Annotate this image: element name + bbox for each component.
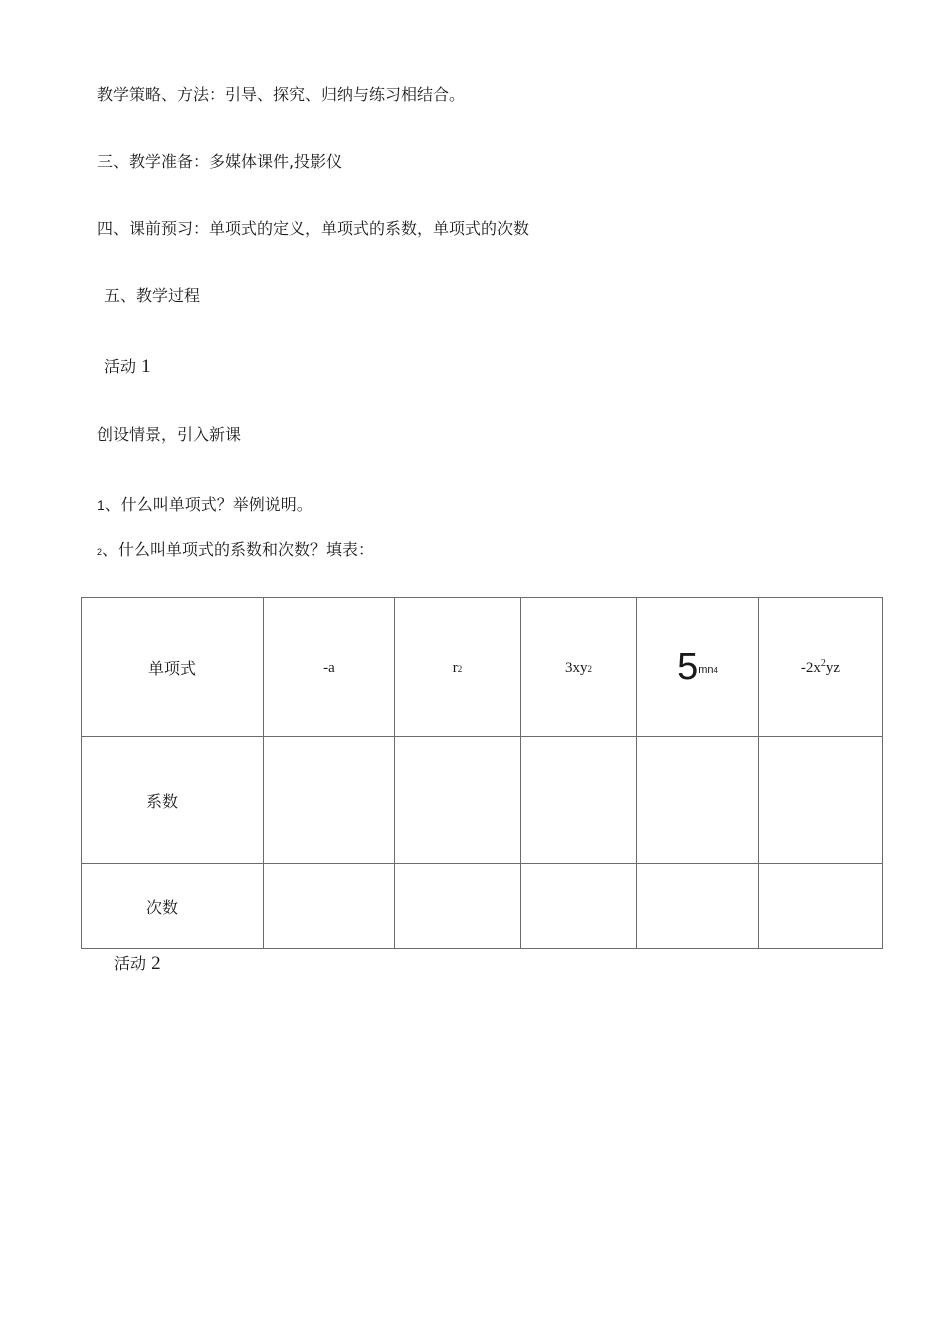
- cell-degree-3[interactable]: [521, 864, 637, 949]
- monomial-2-exponent: 2: [457, 664, 463, 674]
- cell-monomial-2: [395, 598, 521, 737]
- row-header-degree-label: 次数: [146, 897, 179, 917]
- cell-degree-5[interactable]: [759, 864, 883, 949]
- cell-monomial-4: [637, 598, 759, 737]
- monomial-2-base: r: [452, 660, 458, 676]
- pre-class-preview-line: 四、课前预习：单项式的定义，单项式的系数，单项式的次数: [97, 219, 530, 238]
- monomial-5-prefix: -2x: [800, 660, 821, 676]
- cell-coefficient-2[interactable]: [395, 737, 521, 864]
- row-header-monomial-label: 单项式: [148, 658, 197, 678]
- intro-line: 创设情景，引入新课: [97, 425, 242, 444]
- activity-2-number: 2: [151, 953, 161, 974]
- question-1: [97, 494, 313, 516]
- cell-degree-4[interactable]: [637, 864, 759, 949]
- question-1-text: 、什么叫单项式？举例说明。: [104, 495, 313, 514]
- cell-coefficient-1[interactable]: [264, 737, 395, 864]
- monomial-3-base: 3xy: [565, 660, 588, 676]
- question-2-text: 、什么叫单项式的系数和次数？填表：: [102, 540, 375, 559]
- teaching-process-heading: 五、教学过程: [104, 286, 201, 305]
- question-1-number: 1: [97, 497, 105, 513]
- monomial-5-suffix: yz: [825, 660, 841, 676]
- activity-1-label: 活动: [104, 357, 137, 376]
- cell-coefficient-5[interactable]: [759, 737, 883, 864]
- row-header-monomial: [82, 598, 264, 737]
- cell-monomial-1: [264, 598, 395, 737]
- cell-monomial-5: [759, 598, 883, 737]
- cell-coefficient-3[interactable]: [521, 737, 637, 864]
- table-row-degree: [82, 864, 883, 949]
- activity-1-number: 1: [141, 356, 151, 377]
- activity-2-label: 活动: [114, 954, 147, 973]
- cell-monomial-3: [521, 598, 637, 737]
- monomial-4-exponent: 4: [713, 666, 718, 675]
- table-row-monomial: [82, 598, 883, 737]
- cell-degree-2[interactable]: [395, 864, 521, 949]
- monomial-2-text: [453, 660, 463, 676]
- monomial-3-text: [565, 660, 592, 676]
- row-header-coefficient-label: 系数: [146, 791, 179, 811]
- monomial-3-exponent: 2: [587, 664, 592, 674]
- question-2-number: 2: [97, 547, 103, 557]
- cell-coefficient-4[interactable]: [637, 737, 759, 864]
- monomial-4-base: mn: [698, 664, 714, 676]
- row-header-coefficient: [82, 737, 264, 864]
- teaching-preparation-line: 三、教学准备：多媒体课件,投影仪: [97, 152, 343, 171]
- question-2: [97, 539, 374, 563]
- monomial-5-text: [801, 660, 840, 676]
- monomial-4-variables: [698, 664, 718, 676]
- row-header-degree: [82, 864, 264, 949]
- monomial-table: [81, 597, 883, 949]
- monomial-5-exponent: 2: [820, 658, 826, 669]
- monomial-1-text: -a: [323, 660, 335, 676]
- teaching-strategy-line: 教学策略、方法：引导、探究、归纳与练习相结合。: [97, 85, 466, 104]
- table-row-coefficient: [82, 737, 883, 864]
- cell-degree-1[interactable]: [264, 864, 395, 949]
- activity-2-heading: [114, 953, 161, 975]
- monomial-4-coefficient: 5: [677, 646, 699, 688]
- activity-1-heading: [104, 356, 151, 378]
